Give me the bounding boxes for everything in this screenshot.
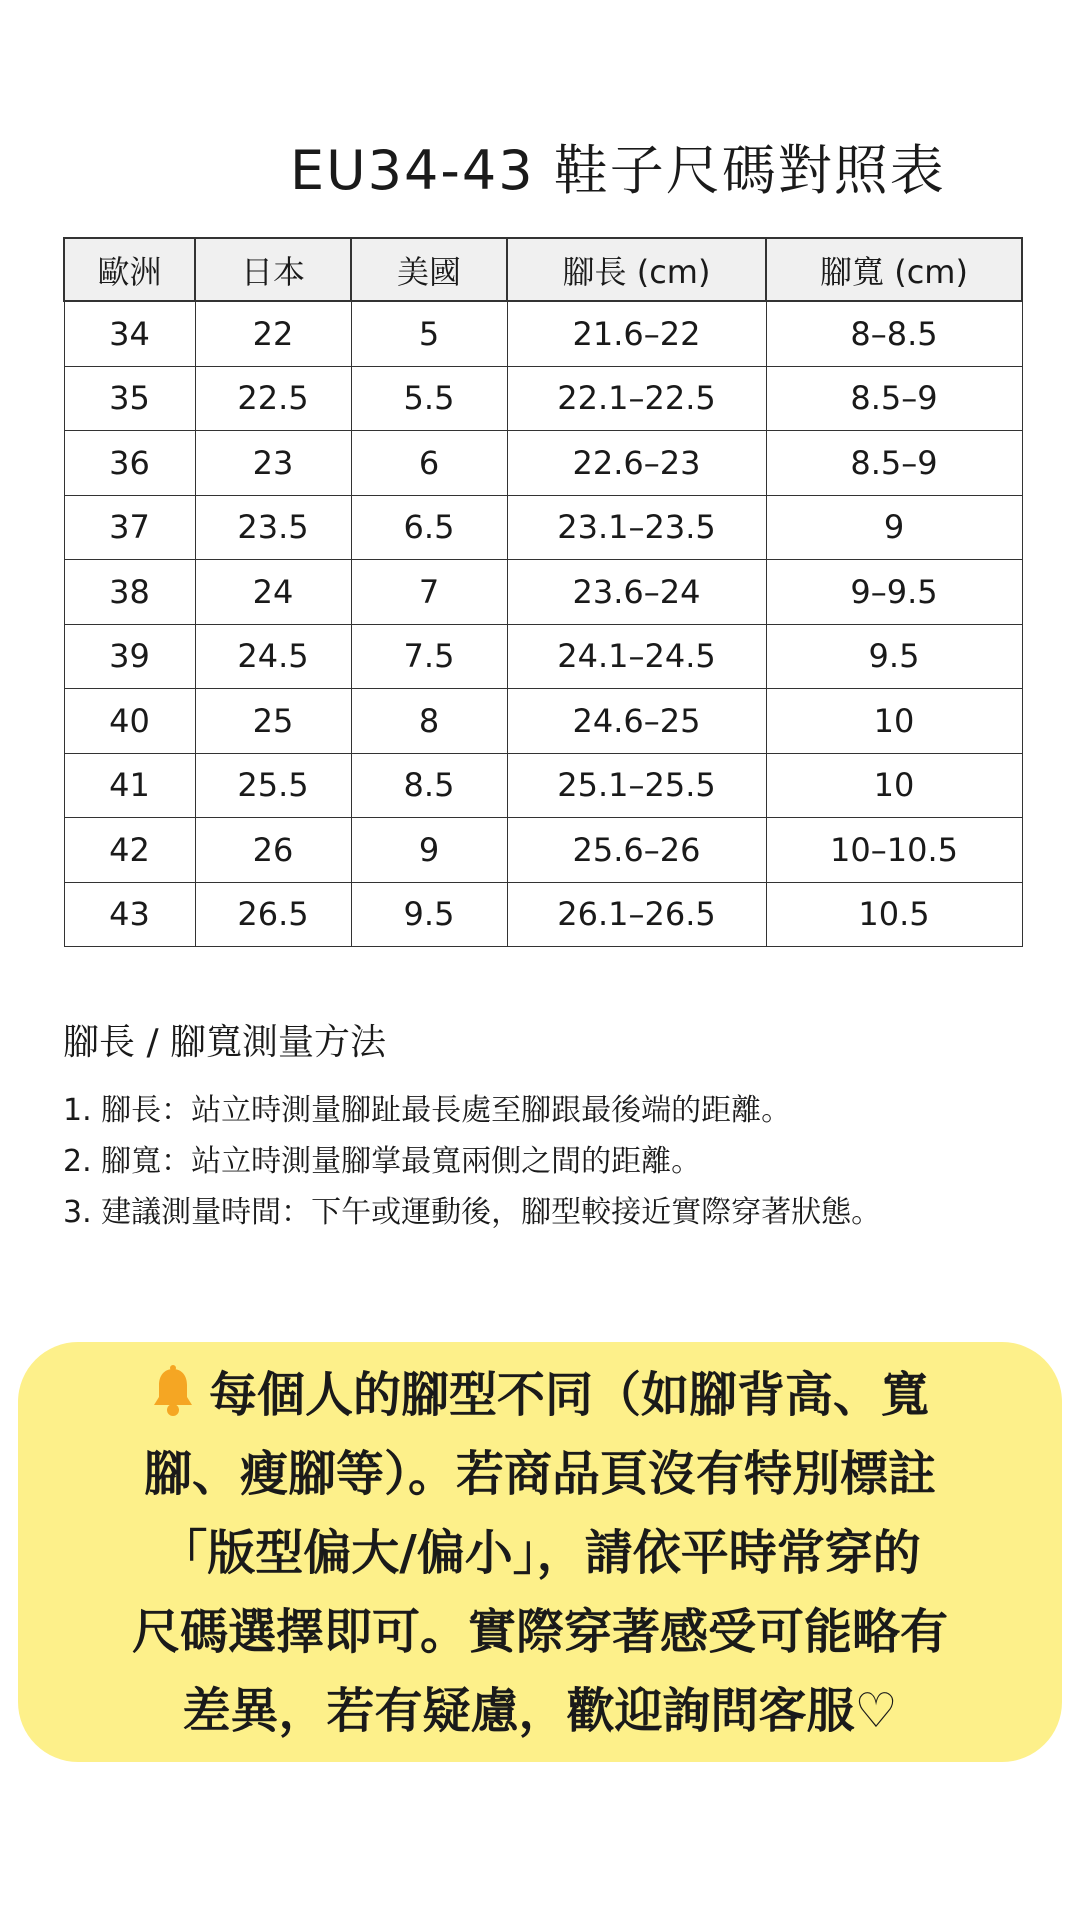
foot-width-cell: 10.5 <box>766 882 1022 947</box>
header-foot-length: 腳長 (cm) <box>507 238 766 301</box>
foot-width-cell: 9.5 <box>766 624 1022 689</box>
foot-length-cell: 22.6–23 <box>507 431 766 496</box>
jp-size-cell: 23.5 <box>195 495 351 560</box>
method-item-2: 2. 腳寬：站立時測量腳掌最寬兩側之間的距離。 <box>63 1144 702 1179</box>
eu-size-cell: 35 <box>64 366 195 431</box>
jp-size-cell: 26 <box>195 818 351 883</box>
jp-size-cell: 26.5 <box>195 882 351 947</box>
us-size-cell: 9 <box>351 818 507 883</box>
table-header-row <box>64 238 1022 301</box>
notice-line-1 <box>42 1356 1038 1435</box>
foot-width-cell: 8.5–9 <box>766 366 1022 431</box>
jp-size-cell: 25 <box>195 689 351 754</box>
header-eu: 歐洲 <box>64 238 195 301</box>
foot-length-cell: 26.1–26.5 <box>507 882 766 947</box>
notice-line-1-text: 每個人的腳型不同（如腳背高、寬 <box>208 1367 929 1423</box>
foot-width-cell: 10 <box>766 689 1022 754</box>
foot-width-cell: 8.5–9 <box>766 431 1022 496</box>
foot-length-cell: 24.6–25 <box>507 689 766 754</box>
eu-size-cell: 37 <box>64 495 195 560</box>
jp-size-cell: 22.5 <box>195 366 351 431</box>
eu-size-cell: 34 <box>64 301 195 366</box>
foot-width-cell: 9 <box>766 495 1022 560</box>
table-body <box>64 301 1022 947</box>
foot-length-cell: 21.6–22 <box>507 301 766 366</box>
notice-line-2: 腳、瘦腳等）。若商品頁沒有特別標註 <box>143 1446 936 1502</box>
method-item-3: 3. 建議測量時間：下午或運動後，腳型較接近實際穿著狀態。 <box>63 1195 882 1230</box>
eu-size-cell: 39 <box>64 624 195 689</box>
foot-length-cell: 23.1–23.5 <box>507 495 766 560</box>
table-row <box>64 495 1022 560</box>
eu-size-cell: 41 <box>64 753 195 818</box>
notice-box <box>18 1342 1062 1762</box>
us-size-cell: 7 <box>351 560 507 625</box>
table-row <box>64 818 1022 883</box>
us-size-cell: 6 <box>351 431 507 496</box>
jp-size-cell: 25.5 <box>195 753 351 818</box>
us-size-cell: 8 <box>351 689 507 754</box>
us-size-cell: 8.5 <box>351 753 507 818</box>
table-row <box>64 560 1022 625</box>
method-item-1: 1. 腳長：站立時測量腳趾最長處至腳跟最後端的距離。 <box>63 1093 792 1128</box>
jp-size-cell: 22 <box>195 301 351 366</box>
foot-length-cell: 24.1–24.5 <box>507 624 766 689</box>
notice-line-3: 「版型偏大/偏小」，請依平時常穿的 <box>159 1525 921 1581</box>
table-row <box>64 689 1022 754</box>
table-row <box>64 753 1022 818</box>
eu-size-cell: 36 <box>64 431 195 496</box>
us-size-cell: 7.5 <box>351 624 507 689</box>
header-us: 美國 <box>351 238 507 301</box>
page-title: EU34-43 鞋子尺碼對照表 <box>290 139 946 202</box>
jp-size-cell: 24 <box>195 560 351 625</box>
header-foot-width: 腳寬 (cm) <box>766 238 1022 301</box>
notice-line-4: 尺碼選擇即可。實際穿著感受可能略有 <box>131 1604 948 1660</box>
eu-size-cell: 42 <box>64 818 195 883</box>
us-size-cell: 5 <box>351 301 507 366</box>
foot-length-cell: 25.1–25.5 <box>507 753 766 818</box>
foot-length-cell: 23.6–24 <box>507 560 766 625</box>
us-size-cell: 9.5 <box>351 882 507 947</box>
notice-line-5: 差異，若有疑慮，歡迎詢問客服♡ <box>182 1683 898 1739</box>
foot-width-cell: 9–9.5 <box>766 560 1022 625</box>
table-row <box>64 431 1022 496</box>
us-size-cell: 5.5 <box>351 366 507 431</box>
jp-size-cell: 24.5 <box>195 624 351 689</box>
header-jp: 日本 <box>195 238 351 301</box>
eu-size-cell: 43 <box>64 882 195 947</box>
notice-text <box>42 1356 1038 1751</box>
eu-size-cell: 40 <box>64 689 195 754</box>
foot-length-cell: 25.6–26 <box>507 818 766 883</box>
bell-icon <box>151 1362 195 1414</box>
jp-size-cell: 23 <box>195 431 351 496</box>
foot-width-cell: 10 <box>766 753 1022 818</box>
eu-size-cell: 38 <box>64 560 195 625</box>
foot-length-cell: 22.1–22.5 <box>507 366 766 431</box>
table-row <box>64 366 1022 431</box>
table-row <box>64 882 1022 947</box>
size-chart-table <box>63 237 1023 947</box>
foot-width-cell: 8–8.5 <box>766 301 1022 366</box>
table-row <box>64 301 1022 366</box>
measurement-method-section <box>63 1015 1053 1238</box>
foot-width-cell: 10–10.5 <box>766 818 1022 883</box>
us-size-cell: 6.5 <box>351 495 507 560</box>
method-title: 腳長 / 腳寬測量方法 <box>63 1022 387 1063</box>
table-row <box>64 624 1022 689</box>
